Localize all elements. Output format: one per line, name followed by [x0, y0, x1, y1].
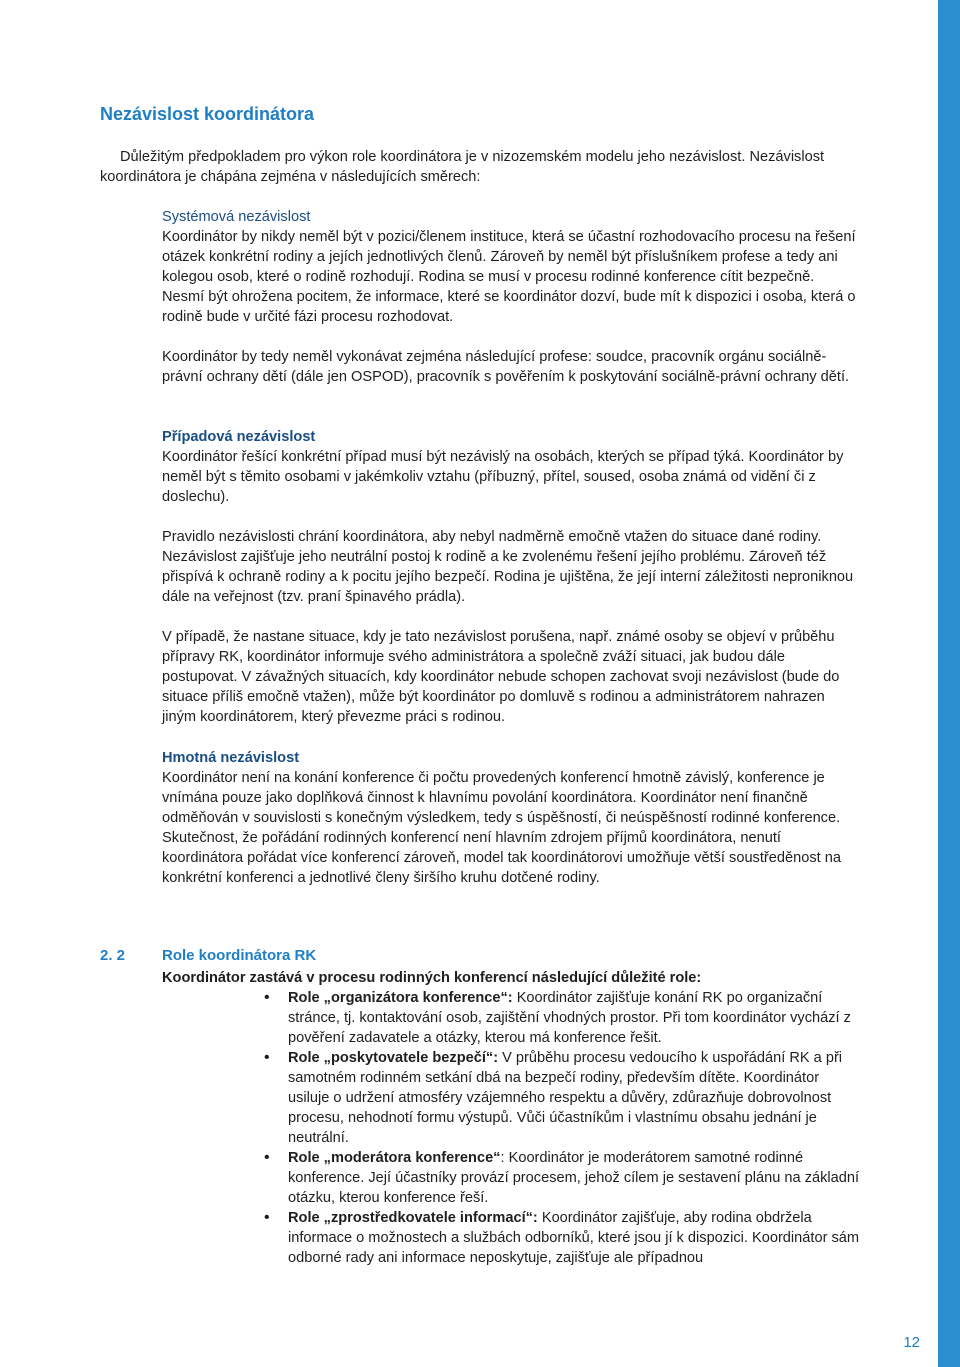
list-item	[262, 1208, 862, 1268]
case-block	[162, 427, 860, 507]
intro-paragraph: Důležitým předpokladem pro výkon role koordinátora je v nizozemském modelu jeho nezávislost. Nezávislost koordinátora je chápána zejména v následujících směrech:	[100, 149, 825, 185]
systemic-block	[162, 207, 860, 327]
systemic-paragraph-2: Koordinátor by tedy neměl vykonávat zejména následující profese: soudce, pracovník orgánu sociálně-právní ochrany dětí (dále jen OSPOD), pracovník s pověřením k poskytování sociálně-právní ochrany dětí.	[162, 349, 850, 385]
list-item	[262, 988, 862, 1048]
section-number: 2. 2	[100, 947, 126, 964]
case-paragraph-1: Koordinátor řešící konkrétní případ musí být nezávislý na osobách, kterých se případ týká. Koordinátor by neměl být s těmito osobami v jakémkoliv vztahu (příbuzný, přítel, soused, osoba známá od vidění či z doslechu).	[162, 449, 844, 505]
role-text: Koordinátor zajišťuje konání RK po organizační stránce, tj. kontaktování osob, zajištění vhodných prostor. Při tom koordinátor vychází z pověření zadavatele a otázky, kterou má konference řešit.	[288, 990, 851, 1046]
side-accent-bar	[938, 0, 960, 1367]
section-heading: Nezávislost koordinátora	[100, 104, 315, 124]
role-name: Role „organizátora konference“:	[288, 990, 513, 1006]
material-paragraph-1: Koordinátor není na konání konference či počtu provedených konferencí hmotně závislý, konference je vnímána pouze jako doplňková činnost k hlavnímu povolání koordinátora. Koordinátor není finančně odměňován v souvislosti s konečným výsledkem, tedy s úspěšností, či neúspěšností rodinné konference. Skutečnost, že pořádání rodinných konferencí není hlavním zdrojem příjmů koordinátora, nenutí koordinátora pořádat více konferencí zároveň, model tak koordinátorovi umožňuje větší soustředěnost na konkrétní konferenci a jednotlivé členy širšího kruhu dotčené rodiny.	[162, 770, 841, 886]
role-text: Koordinátor zajišťuje, aby rodina obdržela informace o možnostech a službách odborníků, které jsou jí k dispozici. Koordinátor sám odborné rady ani informace neposkytuje, zajišťuje ale případnou	[288, 1210, 860, 1266]
role-text: : Koordinátor je moderátorem samotné rodinné konference. Její účastníky provází procesem, jehož cílem je sestavení plánu na základní otázku, kterou konference řeší.	[288, 1150, 860, 1206]
section-title: Role koordinátora RK	[162, 947, 317, 964]
list-item	[262, 1148, 862, 1208]
systemic-paragraph-1: Koordinátor by nikdy neměl být v pozici/členem instituce, která se účastní rozhodovacího procesu na řešení otázek konkrétní rodiny a jejích jednotlivých členů. Zároveň by neměl být příslušníkem profese a tedy ani kolegou osob, které o rodině rozhodují. Rodina se musí v procesu rodinné konference cítit bezpečně. Nesmí být ohrožena pocitem, že informace, které se koordinátor dozví, bude mít k dispozici i osoba, která o rodině bude v určité fázi procesu rozhodovat.	[162, 229, 856, 325]
role-name: Role „moderátora konference“	[288, 1150, 501, 1166]
case-paragraph-3: V případě, že nastane situace, kdy je tato nezávislost porušena, např. známé osoby se objeví v průběhu přípravy RK, koordinátor informuje svého administrátora a společně zváží situaci, jak budou dále postupovat. V závažných situacích, kdy koordinátor nebude schopen zachovat svoji nezávislost (bude do situace příliš emočně vtažen), může být koordinátor po domluvě s rodinou a administrátorem nahrazen jiným koordinátorem, který převezme práci s rodinou.	[162, 629, 840, 725]
case-title: Případová nezávislost	[162, 429, 316, 445]
material-block	[162, 748, 860, 888]
page-number: 12	[903, 1334, 920, 1351]
case-paragraph-2: Pravidlo nezávislosti chrání koordinátora, aby nebyl nadměrně emočně vtažen do situace dané rodiny. Nezávislost zajišťuje jeho neutrální postoj k rodině a ke zvolenému řešení jejího problému. Zároveň též přispívá k ochraně rodiny a k pocitu jejího bezpečí. Rodina je ujištěna, že její interní záležitosti neproniknou dále na veřejnost (tzv. praní špinavého prádla).	[162, 529, 854, 605]
material-title: Hmotná nezávislost	[162, 750, 300, 766]
role-text: V průběhu procesu vedoucího k uspořádání RK a při samotném rodinném setkání dbá na bezpečí rodiny, především dítěte. Koordinátor usiluje o udržení atmosféry vzájemného respektu a důvěry, zdůrazňuje dobrovolnost procesu, nehodnotí formu výstupů. Vůči účastníkům i vlastnímu obsahu jednání je neutrální.	[288, 1050, 843, 1146]
roles-list	[262, 988, 862, 1268]
role-name: Role „zprostředkovatele informací“:	[288, 1210, 538, 1226]
role-name: Role „poskytovatele bezpečí“:	[288, 1050, 499, 1066]
section-lead: Koordinátor zastává v procesu rodinných konferencí následující důležité role:	[162, 970, 702, 986]
systemic-title: Systémová nezávislost	[162, 209, 311, 225]
list-item	[262, 1048, 862, 1148]
